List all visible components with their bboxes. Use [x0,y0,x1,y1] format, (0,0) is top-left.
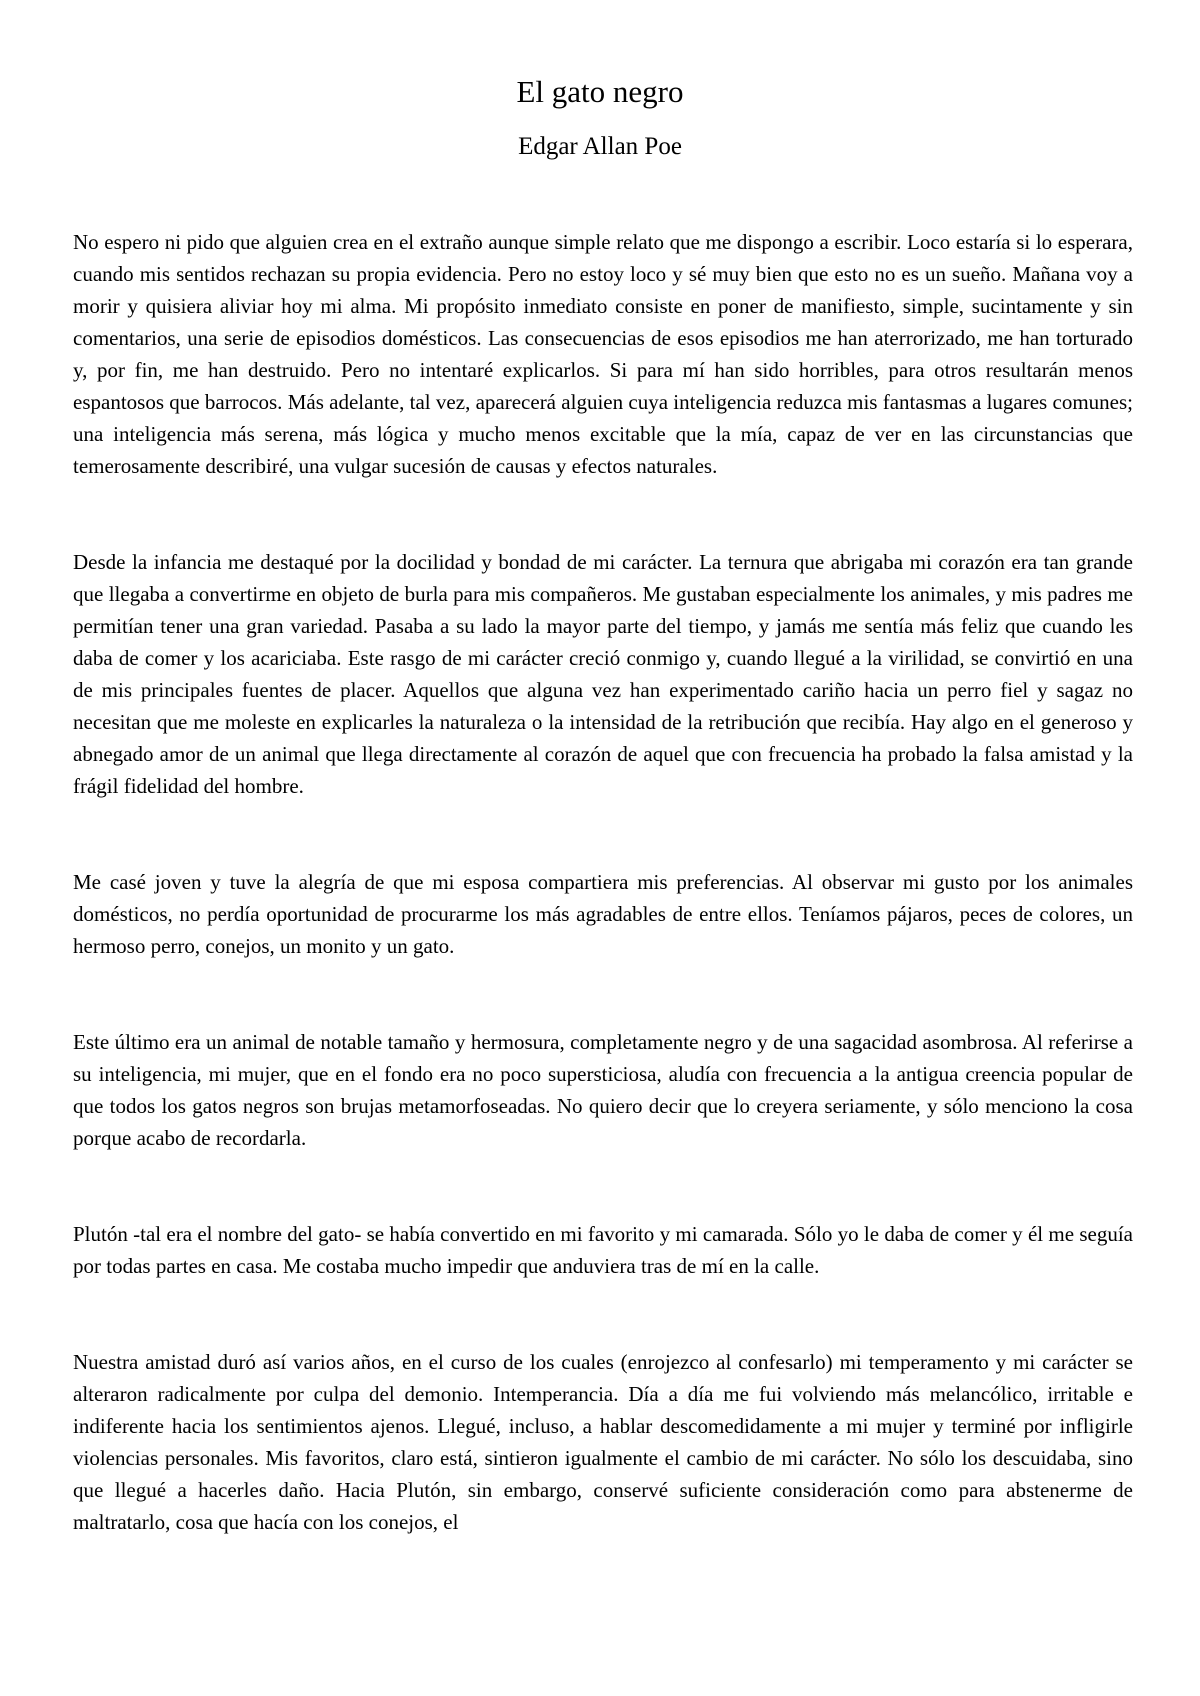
story-body [73,226,1133,1538]
author-name: Edgar Allan Poe [518,133,682,160]
paragraph-4: Este último era un animal de notable tamaño y hermosura, completamente negro y de una sagacidad asombrosa. Al referirse a su inteligencia, mi mujer, que en el fondo era no poco supersticiosa, aludía con frecuencia a la antigua creencia popular de que todos los gatos negros son brujas metamorfoseadas. No quiero decir que lo creyera seriamente, y sólo menciono la cosa porque acabo de recordarla. [73,1030,1133,1150]
paragraph-6: Nuestra amistad duró así varios años, en el curso de los cuales (enrojezco al confesarlo) mi temperamento y mi carácter se alteraron radicalmente por culpa del demonio. Intemperancia. Día a día me fui volviendo más melancólico, irritable e indiferente hacia los sentimientos ajenos. Llegué, incluso, a hablar descomedidamente a mi mujer y terminé por infligirle violencias personales. Mis favoritos, claro está, sintieron igualmente el cambio de mi carácter. No sólo los descuidaba, sino que llegué a hacerles daño. Hacia Plutón, sin embargo, conservé suficiente consideración como para abstenerme de maltratarlo, cosa que hacía con los conejos, el [73,1350,1133,1534]
page-title: El gato negro [516,74,684,109]
paragraph-1: No espero ni pido que alguien crea en el extraño aunque simple relato que me dispongo a escribir. Loco estaría si lo esperara, cuando mis sentidos rechazan su propia evidencia. Pero no estoy loco y sé muy bien que esto no es un sueño. Mañana voy a morir y quisiera aliviar hoy mi alma. Mi propósito inmediato consiste en poner de manifiesto, simple, sucintamente y sin comentarios, una serie de episodios domésticos. Las consecuencias de esos episodios me han aterrorizado, me han torturado y, por fin, me han destruido. Pero no intentaré explicarlos. Si para mí han sido horribles, para otros resultarán menos espantosos que barrocos. Más adelante, tal vez, aparecerá alguien cuya inteligencia reduzca mis fantasmas a lugares comunes; una inteligencia más serena, más lógica y mucho menos excitable que la mía, capaz de ver en las circunstancias que temerosamente describiré, una vulgar sucesión de causas y efectos naturales. [73,230,1133,478]
paragraph-5: Plutón -tal era el nombre del gato- se había convertido en mi favorito y mi camarada. Sólo yo le daba de comer y él me seguía por todas partes en casa. Me costaba mucho impedir que anduviera tras de mí en la calle. [73,1222,1133,1278]
paragraph-2: Desde la infancia me destaqué por la docilidad y bondad de mi carácter. La ternura que abrigaba mi corazón era tan grande que llegaba a convertirme en objeto de burla para mis compañeros. Me gustaban especialmente los animales, y mis padres me permitían tener una gran variedad. Pasaba a su lado la mayor parte del tiempo, y jamás me sentía más feliz que cuando les daba de comer y los acariciaba. Este rasgo de mi carácter creció conmigo y, cuando llegué a la virilidad, se convirtió en una de mis principales fuentes de placer. Aquellos que alguna vez han experimentado cariño hacia un perro fiel y sagaz no necesitan que me moleste en explicarles la naturaleza o la intensidad de la retribución que recibía. Hay algo en el generoso y abnegado amor de un animal que llega directamente al corazón de aquel que con frecuencia ha probado la falsa amistad y la frágil fidelidad del hombre. [73,550,1133,798]
paragraph-3: Me casé joven y tuve la alegría de que mi esposa compartiera mis preferencias. Al observar mi gusto por los animales domésticos, no perdía oportunidad de procurarme los más agradables de entre ellos. Teníamos pájaros, peces de colores, un hermoso perro, conejos, un monito y un gato. [73,870,1133,958]
